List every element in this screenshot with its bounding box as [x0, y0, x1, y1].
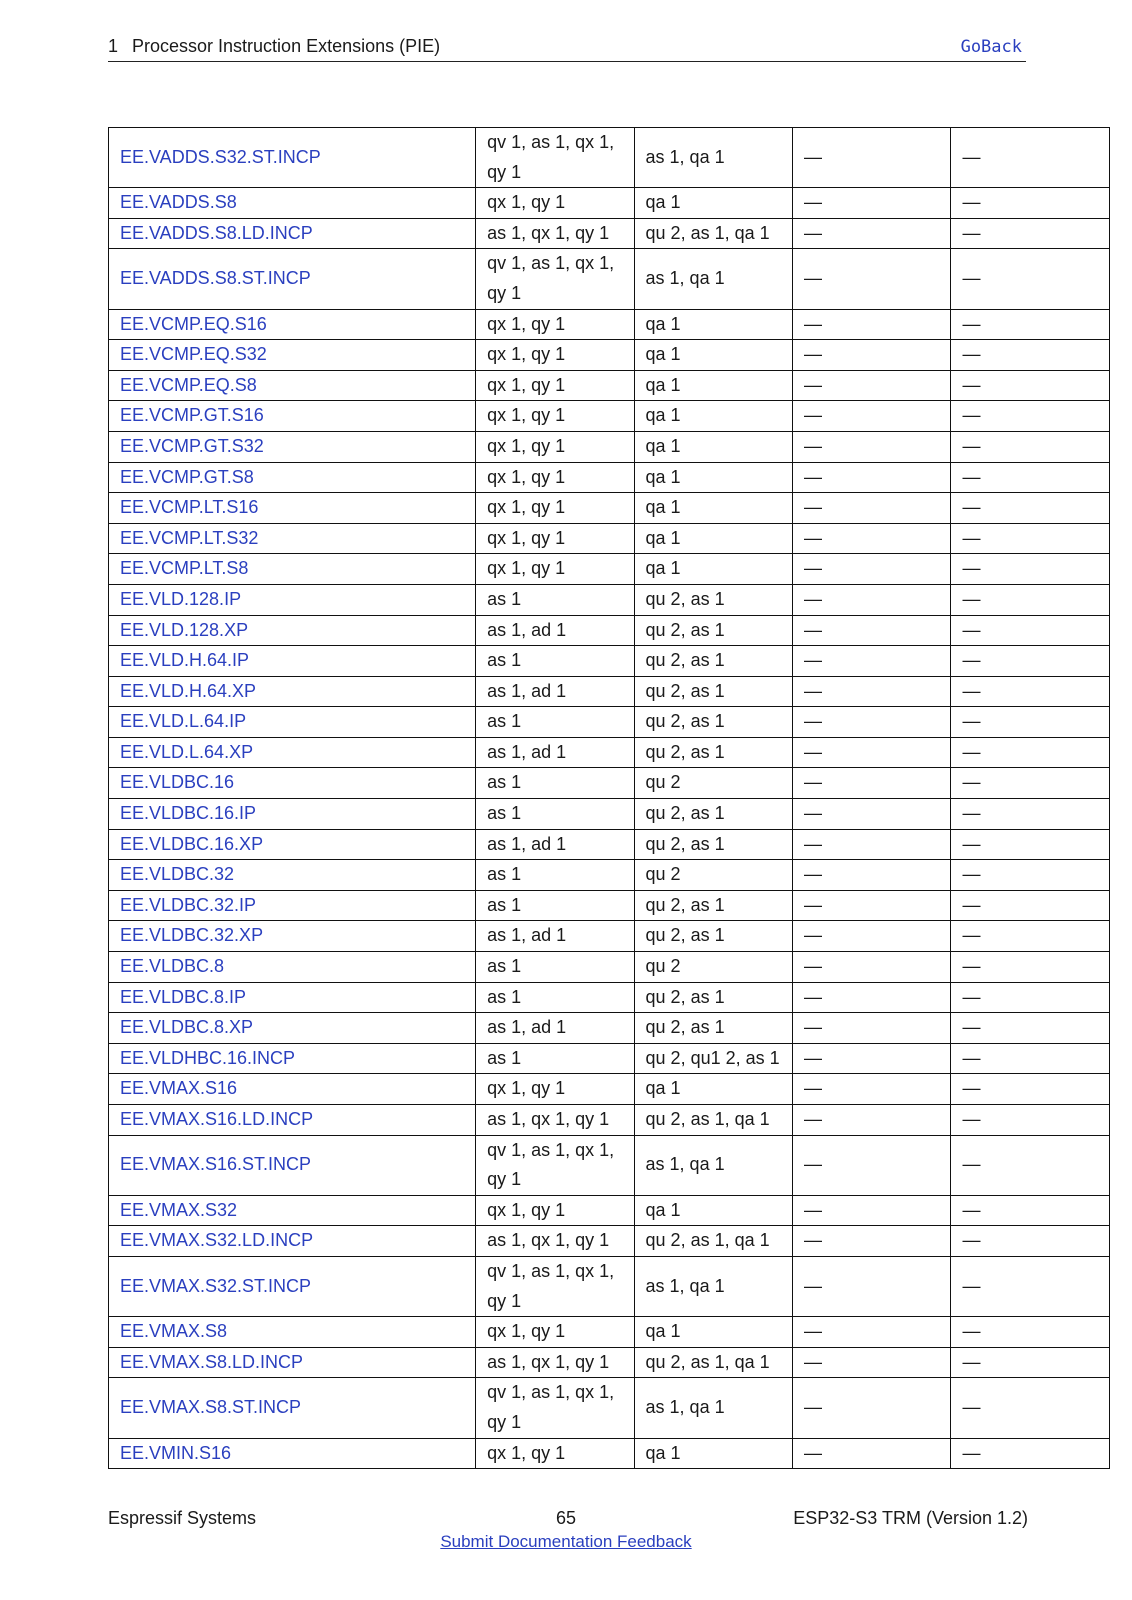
instruction-cell — [109, 493, 476, 524]
operands-cell: as 1 — [476, 799, 634, 830]
instruction-cell — [109, 921, 476, 952]
page-header — [108, 36, 1026, 62]
column-4-cell: — — [793, 707, 951, 738]
operands-cell: qv 1, as 1, qx 1, qy 1 — [476, 1256, 634, 1316]
column-5-cell: — — [951, 370, 1110, 401]
column-5-cell: — — [951, 1347, 1110, 1378]
column-4-cell: — — [793, 1378, 951, 1438]
column-4-cell: — — [793, 462, 951, 493]
table-row — [109, 982, 1110, 1013]
column-4-cell: — — [793, 249, 951, 309]
instruction-link[interactable]: EE.VLDBC.16.IP — [120, 803, 257, 824]
result-cell: qu 2, as 1 — [634, 799, 792, 830]
table-row — [109, 829, 1110, 860]
operands-cell: qv 1, as 1, qx 1, qy 1 — [476, 1135, 634, 1195]
result-cell: qu 2, as 1 — [634, 1013, 792, 1044]
column-4-cell: — — [793, 799, 951, 830]
operands-cell: qx 1, qy 1 — [476, 462, 634, 493]
instruction-cell — [109, 799, 476, 830]
operands-cell: qx 1, qy 1 — [476, 340, 634, 371]
instruction-register-table — [108, 127, 1110, 1469]
instruction-link[interactable]: EE.VMAX.S32.ST.INCP — [120, 1275, 312, 1296]
instruction-cell — [109, 584, 476, 615]
instruction-link[interactable]: EE.VLDHBC.16.INCP — [120, 1047, 296, 1068]
result-cell: as 1, qa 1 — [634, 1378, 792, 1438]
column-4-cell: — — [793, 1043, 951, 1074]
result-cell: qa 1 — [634, 370, 792, 401]
result-cell: qu 2 — [634, 860, 792, 891]
result-cell: qa 1 — [634, 401, 792, 432]
instruction-link[interactable]: EE.VCMP.EQ.S16 — [120, 313, 267, 334]
result-cell: qu 2, as 1, qa 1 — [634, 1105, 792, 1136]
column-5-cell: — — [951, 829, 1110, 860]
table-row — [109, 737, 1110, 768]
column-5-cell: — — [951, 462, 1110, 493]
table-row — [109, 1105, 1110, 1136]
table-row — [109, 1013, 1110, 1044]
table-row — [109, 1226, 1110, 1257]
column-5-cell: — — [951, 1105, 1110, 1136]
instruction-cell — [109, 737, 476, 768]
operands-cell: qx 1, qy 1 — [476, 1195, 634, 1226]
column-4-cell: — — [793, 493, 951, 524]
instruction-link[interactable]: EE.VLDBC.8.IP — [120, 986, 247, 1007]
operands-cell: qx 1, qy 1 — [476, 431, 634, 462]
column-4-cell: — — [793, 584, 951, 615]
instruction-cell — [109, 1074, 476, 1105]
instruction-link[interactable]: EE.VADDS.S8 — [120, 192, 237, 213]
instruction-link[interactable]: EE.VCMP.EQ.S32 — [120, 344, 267, 365]
footer-company: Espressif Systems — [108, 1508, 257, 1528]
instruction-cell — [109, 128, 476, 188]
instruction-link[interactable]: EE.VADDS.S8.LD.INCP — [120, 222, 313, 243]
column-5-cell: — — [951, 554, 1110, 585]
instruction-link[interactable]: EE.VMAX.S32 — [120, 1199, 238, 1220]
operands-cell: qx 1, qy 1 — [476, 1317, 634, 1348]
instruction-cell — [109, 1226, 476, 1257]
instruction-link[interactable]: EE.VCMP.GT.S32 — [120, 435, 264, 456]
result-cell: qa 1 — [634, 1195, 792, 1226]
table-row — [109, 676, 1110, 707]
table-row — [109, 1195, 1110, 1226]
operands-cell: qx 1, qy 1 — [476, 493, 634, 524]
column-4-cell: — — [793, 401, 951, 432]
instruction-cell — [109, 188, 476, 219]
column-4-cell: — — [793, 1438, 951, 1469]
column-5-cell: — — [951, 737, 1110, 768]
column-5-cell: — — [951, 1438, 1110, 1469]
result-cell: qu 2, as 1, qa 1 — [634, 1226, 792, 1257]
column-4-cell: — — [793, 523, 951, 554]
instruction-link[interactable]: EE.VMAX.S8.ST.INCP — [120, 1397, 302, 1418]
column-4-cell: — — [793, 615, 951, 646]
column-4-cell: — — [793, 952, 951, 983]
table-row — [109, 309, 1110, 340]
instruction-cell — [109, 1438, 476, 1469]
feedback-container — [0, 1532, 1132, 1552]
chapter-number: 1 — [108, 36, 119, 56]
column-5-cell: — — [951, 952, 1110, 983]
table-row — [109, 1378, 1110, 1438]
operands-cell: as 1, ad 1 — [476, 1013, 634, 1044]
instruction-cell — [109, 462, 476, 493]
instruction-link[interactable]: EE.VMAX.S16 — [120, 1078, 238, 1099]
column-4-cell: — — [793, 860, 951, 891]
column-5-cell: — — [951, 1378, 1110, 1438]
column-4-cell: — — [793, 737, 951, 768]
instruction-link[interactable]: EE.VMAX.S8.LD.INCP — [120, 1351, 304, 1372]
instruction-link[interactable]: EE.VLDBC.32.XP — [120, 925, 264, 946]
instruction-cell — [109, 1013, 476, 1044]
column-4-cell: — — [793, 1226, 951, 1257]
operands-cell: qx 1, qy 1 — [476, 370, 634, 401]
operands-cell: as 1 — [476, 1043, 634, 1074]
column-5-cell: — — [951, 523, 1110, 554]
table-row — [109, 188, 1110, 219]
table-row — [109, 707, 1110, 738]
instruction-link[interactable]: EE.VLDBC.16.XP — [120, 833, 264, 854]
instruction-cell — [109, 1378, 476, 1438]
result-cell: qu 2, as 1 — [634, 584, 792, 615]
column-4-cell: — — [793, 1256, 951, 1316]
operands-cell: as 1 — [476, 584, 634, 615]
column-4-cell: — — [793, 768, 951, 799]
column-5-cell: — — [951, 860, 1110, 891]
instruction-cell — [109, 340, 476, 371]
column-5-cell: — — [951, 982, 1110, 1013]
instruction-link[interactable]: EE.VMAX.S32.LD.INCP — [120, 1230, 314, 1251]
table-row — [109, 340, 1110, 371]
result-cell: as 1, qa 1 — [634, 128, 792, 188]
column-5-cell: — — [951, 188, 1110, 219]
column-4-cell: — — [793, 1195, 951, 1226]
table-row — [109, 128, 1110, 188]
instruction-link[interactable]: EE.VCMP.LT.S16 — [120, 497, 259, 518]
table-row — [109, 218, 1110, 249]
column-5-cell: — — [951, 218, 1110, 249]
result-cell: qa 1 — [634, 1074, 792, 1105]
column-5-cell: — — [951, 1135, 1110, 1195]
footer-doc-title: ESP32-S3 TRM (Version 1.2) — [793, 1508, 1028, 1528]
instruction-link[interactable]: EE.VMAX.S16.ST.INCP — [120, 1154, 312, 1175]
instruction-cell — [109, 615, 476, 646]
instruction-link[interactable]: EE.VADDS.S8.ST.INCP — [120, 268, 311, 289]
operands-cell: as 1 — [476, 646, 634, 677]
table-row — [109, 768, 1110, 799]
column-5-cell: — — [951, 1013, 1110, 1044]
operands-cell: qv 1, as 1, qx 1, qy 1 — [476, 128, 634, 188]
result-cell: qu 2, as 1 — [634, 982, 792, 1013]
result-cell: qa 1 — [634, 309, 792, 340]
instruction-link[interactable]: EE.VLDBC.32 — [120, 864, 235, 885]
result-cell: qa 1 — [634, 462, 792, 493]
table-row — [109, 952, 1110, 983]
result-cell: as 1, qa 1 — [634, 1256, 792, 1316]
result-cell: qa 1 — [634, 1438, 792, 1469]
instruction-cell — [109, 431, 476, 462]
instruction-link[interactable]: EE.VMAX.S16.LD.INCP — [120, 1109, 314, 1129]
instruction-cell — [109, 218, 476, 249]
column-5-cell: — — [951, 401, 1110, 432]
column-4-cell: — — [793, 1317, 951, 1348]
instruction-link[interactable]: EE.VLDBC.16 — [120, 772, 235, 793]
table-row — [109, 860, 1110, 891]
result-cell: qu 2, as 1 — [634, 707, 792, 738]
instruction-cell — [109, 1317, 476, 1348]
instruction-link[interactable]: EE.VMIN.S16 — [120, 1442, 232, 1463]
operands-cell: qv 1, as 1, qx 1, qy 1 — [476, 1378, 634, 1438]
table-row — [109, 462, 1110, 493]
operands-cell: qx 1, qy 1 — [476, 1438, 634, 1469]
instruction-link[interactable]: EE.VLD.128.IP — [120, 588, 242, 609]
instruction-cell — [109, 309, 476, 340]
instruction-link[interactable]: EE.VLD.L.64.XP — [120, 741, 254, 762]
result-cell: as 1, qa 1 — [634, 1135, 792, 1195]
instruction-link[interactable]: EE.VLDBC.8 — [120, 956, 225, 977]
instruction-link[interactable]: EE.VLDBC.8.XP — [120, 1017, 254, 1038]
operands-cell: qx 1, qy 1 — [476, 188, 634, 219]
table-row — [109, 1043, 1110, 1074]
table-row — [109, 1317, 1110, 1348]
column-4-cell: — — [793, 646, 951, 677]
column-4-cell: — — [793, 554, 951, 585]
result-cell: qu 2, as 1 — [634, 646, 792, 677]
operands-cell: as 1, qx 1, qy 1 — [476, 218, 634, 249]
column-4-cell: — — [793, 431, 951, 462]
column-5-cell: — — [951, 1226, 1110, 1257]
column-5-cell: — — [951, 584, 1110, 615]
column-4-cell: — — [793, 1347, 951, 1378]
goback-link[interactable]: GoBack — [960, 37, 1022, 57]
column-5-cell: — — [951, 646, 1110, 677]
instruction-link[interactable]: EE.VLD.H.64.XP — [120, 680, 257, 701]
submit-feedback-link[interactable]: Submit Documentation Feedback — [440, 1532, 692, 1551]
instruction-link[interactable]: EE.VLDBC.32.IP — [120, 894, 257, 915]
operands-cell: qx 1, qy 1 — [476, 401, 634, 432]
instruction-cell — [109, 952, 476, 983]
instruction-cell — [109, 523, 476, 554]
column-5-cell: — — [951, 921, 1110, 952]
column-4-cell: — — [793, 128, 951, 188]
result-cell: qu 2, as 1 — [634, 829, 792, 860]
result-cell: qa 1 — [634, 523, 792, 554]
table-row — [109, 921, 1110, 952]
table-row — [109, 554, 1110, 585]
column-4-cell: — — [793, 829, 951, 860]
instruction-cell — [109, 860, 476, 891]
result-cell: qu 2, as 1 — [634, 676, 792, 707]
operands-cell: as 1, qx 1, qy 1 — [476, 1347, 634, 1378]
column-4-cell: — — [793, 309, 951, 340]
instruction-link[interactable]: EE.VCMP.GT.S16 — [120, 405, 264, 426]
result-cell: qu 2 — [634, 768, 792, 799]
result-cell: qu 2, qu1 2, as 1 — [634, 1043, 792, 1074]
table-row — [109, 493, 1110, 524]
operands-cell: as 1 — [476, 952, 634, 983]
table-body — [109, 128, 1110, 1469]
operands-cell: as 1, qx 1, qy 1 — [476, 1105, 634, 1136]
result-cell: qa 1 — [634, 554, 792, 585]
column-4-cell: — — [793, 340, 951, 371]
operands-cell: as 1 — [476, 982, 634, 1013]
instruction-cell — [109, 768, 476, 799]
result-cell: qu 2 — [634, 952, 792, 983]
result-cell: qu 2, as 1, qa 1 — [634, 218, 792, 249]
result-cell: qu 2, as 1 — [634, 890, 792, 921]
instruction-cell — [109, 401, 476, 432]
instruction-cell — [109, 676, 476, 707]
result-cell: qu 2, as 1 — [634, 737, 792, 768]
operands-cell: qx 1, qy 1 — [476, 554, 634, 585]
column-5-cell: — — [951, 128, 1110, 188]
column-5-cell: — — [951, 309, 1110, 340]
operands-cell: as 1, qx 1, qy 1 — [476, 1226, 634, 1257]
column-4-cell: — — [793, 1105, 951, 1136]
column-5-cell: — — [951, 1256, 1110, 1316]
instruction-cell — [109, 249, 476, 309]
instruction-cell — [109, 890, 476, 921]
table-row — [109, 1256, 1110, 1316]
chapter-title: Processor Instruction Extensions (PIE) — [132, 36, 441, 56]
operands-cell: qv 1, as 1, qx 1, qy 1 — [476, 249, 634, 309]
column-5-cell: — — [951, 1074, 1110, 1105]
column-5-cell: — — [951, 707, 1110, 738]
operands-cell: as 1, ad 1 — [476, 737, 634, 768]
operands-cell: as 1 — [476, 890, 634, 921]
result-cell: qa 1 — [634, 1317, 792, 1348]
operands-cell: qx 1, qy 1 — [476, 309, 634, 340]
column-4-cell: — — [793, 1135, 951, 1195]
table-row — [109, 523, 1110, 554]
table-row — [109, 370, 1110, 401]
column-5-cell: — — [951, 615, 1110, 646]
instruction-cell — [109, 1195, 476, 1226]
operands-cell: as 1, ad 1 — [476, 615, 634, 646]
result-cell: qu 2, as 1 — [634, 921, 792, 952]
instruction-cell — [109, 646, 476, 677]
column-5-cell: — — [951, 799, 1110, 830]
result-cell: qu 2, as 1 — [634, 615, 792, 646]
instruction-link[interactable]: EE.VCMP.GT.S8 — [120, 466, 254, 487]
table-row — [109, 890, 1110, 921]
instruction-cell — [109, 1347, 476, 1378]
result-cell: qa 1 — [634, 340, 792, 371]
column-4-cell: — — [793, 890, 951, 921]
column-4-cell: — — [793, 370, 951, 401]
instruction-link[interactable]: EE.VCMP.LT.S8 — [120, 558, 249, 579]
instruction-link[interactable]: EE.VCMP.LT.S32 — [120, 527, 259, 548]
result-cell: qa 1 — [634, 493, 792, 524]
column-4-cell: — — [793, 982, 951, 1013]
instruction-link[interactable]: EE.VCMP.EQ.S8 — [120, 374, 257, 395]
column-5-cell: — — [951, 676, 1110, 707]
table-row — [109, 615, 1110, 646]
table-row — [109, 584, 1110, 615]
instruction-cell — [109, 1256, 476, 1316]
table-row — [109, 1347, 1110, 1378]
table-row — [109, 431, 1110, 462]
column-5-cell: — — [951, 768, 1110, 799]
instruction-cell — [109, 982, 476, 1013]
operands-cell: as 1, ad 1 — [476, 921, 634, 952]
column-4-cell: — — [793, 218, 951, 249]
instruction-cell — [109, 1043, 476, 1074]
column-5-cell: — — [951, 340, 1110, 371]
operands-cell: as 1, ad 1 — [476, 829, 634, 860]
table-row — [109, 1438, 1110, 1469]
instruction-link[interactable]: EE.VMAX.S8 — [120, 1321, 228, 1342]
result-cell: as 1, qa 1 — [634, 249, 792, 309]
operands-cell: qx 1, qy 1 — [476, 1074, 634, 1105]
chapter-heading — [108, 36, 440, 57]
operands-cell: qx 1, qy 1 — [476, 523, 634, 554]
operands-cell: as 1 — [476, 768, 634, 799]
instruction-cell — [109, 1105, 476, 1136]
column-4-cell: — — [793, 676, 951, 707]
column-5-cell: — — [951, 493, 1110, 524]
instruction-link[interactable]: EE.VLD.128.XP — [120, 619, 249, 640]
instruction-link[interactable]: EE.VADDS.S32.ST.INCP — [120, 146, 321, 167]
operands-cell: as 1 — [476, 707, 634, 738]
column-5-cell: — — [951, 1043, 1110, 1074]
instruction-cell — [109, 829, 476, 860]
instruction-cell — [109, 1135, 476, 1195]
column-5-cell: — — [951, 431, 1110, 462]
column-5-cell: — — [951, 249, 1110, 309]
result-cell: qa 1 — [634, 188, 792, 219]
column-4-cell: — — [793, 1013, 951, 1044]
instruction-link[interactable]: EE.VLD.H.64.IP — [120, 650, 250, 671]
operands-cell: as 1, ad 1 — [476, 676, 634, 707]
table-row — [109, 1135, 1110, 1195]
column-5-cell: — — [951, 890, 1110, 921]
instruction-cell — [109, 707, 476, 738]
table-row — [109, 799, 1110, 830]
instruction-link[interactable]: EE.VLD.L.64.IP — [120, 711, 247, 732]
column-4-cell: — — [793, 921, 951, 952]
result-cell: qu 2, as 1, qa 1 — [634, 1347, 792, 1378]
table-row — [109, 1074, 1110, 1105]
column-4-cell: — — [793, 188, 951, 219]
footer-page-number: 65 — [555, 1508, 577, 1528]
table-row — [109, 646, 1110, 677]
result-cell: qa 1 — [634, 431, 792, 462]
table-row — [109, 249, 1110, 309]
table-row — [109, 401, 1110, 432]
column-5-cell: — — [951, 1317, 1110, 1348]
operands-cell: as 1 — [476, 860, 634, 891]
instruction-cell — [109, 370, 476, 401]
column-4-cell: — — [793, 1074, 951, 1105]
instruction-cell — [109, 554, 476, 585]
column-5-cell: — — [951, 1195, 1110, 1226]
